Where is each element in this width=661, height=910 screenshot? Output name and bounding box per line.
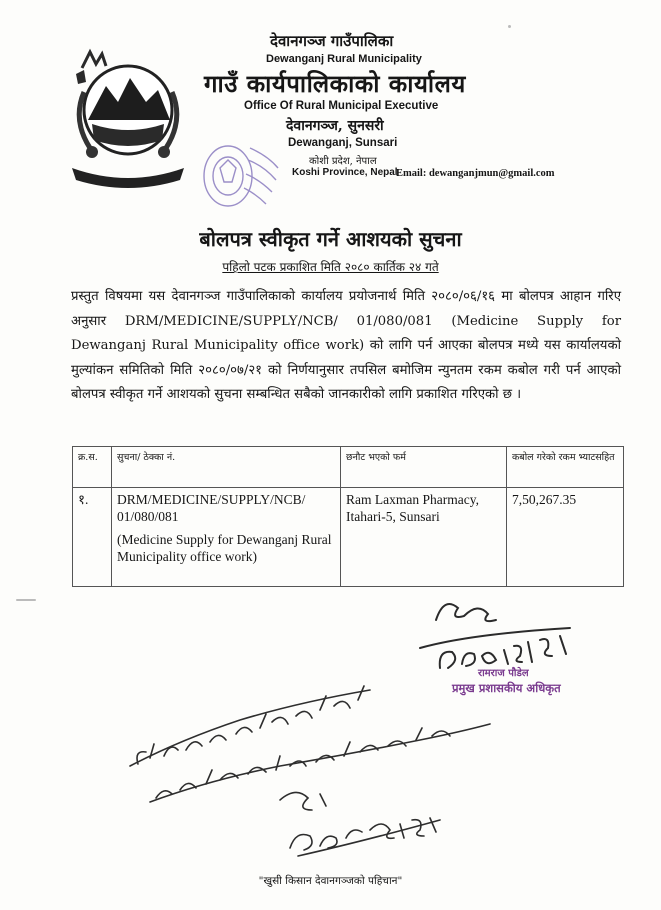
header-contract-no: सुचना/ ठेक्का नं. (112, 447, 341, 488)
publication-date-text: पहिलो पटक प्रकाशित मिति २०८० कार्तिक २४ गते (222, 260, 439, 274)
org-name-np: देवानगञ्ज गाउँपालिका (270, 32, 394, 50)
address-np: देवानगञ्ज, सुनसरी (286, 118, 384, 134)
cell-firm: Ram Laxman Pharmacy, Itahari-5, Sunsari (341, 488, 507, 587)
contract-number: DRM/MEDICINE/SUPPLY/NCB/ 01/080/081 (117, 492, 306, 524)
header-serial: क्र.स. (73, 447, 112, 488)
nepal-emblem-icon (62, 40, 194, 190)
footer-slogan: "खुसी किसान देवानगञ्जको पहिचान" (258, 875, 403, 887)
handwritten-annotation (120, 670, 500, 865)
province-np: कोशी प्रदेश, नेपाल (309, 156, 377, 167)
handwritten-signature (400, 590, 590, 675)
scan-dot (508, 25, 511, 28)
address-en: Dewanganj, Sunsari (288, 137, 398, 149)
office-name-en: Office Of Rural Municipal Executive (244, 100, 439, 112)
province-en: Koshi Province, Nepal (292, 167, 398, 178)
cell-serial: १. (73, 488, 112, 587)
hole-punch-mark (16, 599, 36, 601)
notice-title: बोलपत्र स्वीकृत गर्ने आशयको सुचना (199, 227, 462, 251)
office-name-np: गाउँ कार्यपालिकाको कार्यालय (204, 69, 466, 98)
bid-table (72, 446, 624, 587)
org-name-en: Dewanganj Rural Municipality (266, 53, 422, 65)
signatory-name: रामराज पौडेल (478, 668, 529, 679)
table-header-row (73, 447, 624, 488)
table-row (73, 488, 624, 587)
header-amount: कबोल गरेको रकम भ्याटसहित (507, 447, 624, 488)
contract-description: (Medicine Supply for Dewanganj Rural Municipality office work) (117, 532, 332, 564)
office-seal-stamp (198, 138, 284, 214)
notice-subtitle (0, 258, 661, 275)
cell-amount: 7,50,267.35 (507, 488, 624, 587)
notice-body: प्रस्तुत विषयमा यस देवानगञ्ज गाउँपालिकाको कार्यालय प्रयोजनार्थ मिति २०८०/०६/१६ मा बोलपत्र आहान गरिए अनुसार DRM/MEDICINE/SUPPLY/NCB/ 01/080/081 (Medicine Supply for Dewanganj Rural Municipality office work) को लागि पर्न आएका बोलपत्र मध्ये यस कार्यालयको मुल्यांकन समितिको मिति २०८०/०७/२१ को निर्णयानुसार तपसिल बमोजिम न्युनतम रकम कबोल गरी पर्न आएको बोलपत्र स्वीकृत गर्ने आशयको सुचना सम्बन्धित सबैको जानकारीको लागि प्रकाशित गरिएको छ । (71, 289, 621, 402)
email-address: Email: dewanganjmun@gmail.com (396, 168, 555, 179)
signatory-title: प्रमुख प्रशासकीय अधिकृत (452, 681, 561, 695)
cell-contract (112, 488, 341, 587)
header-firm: छनौट भएको फर्म (341, 447, 507, 488)
